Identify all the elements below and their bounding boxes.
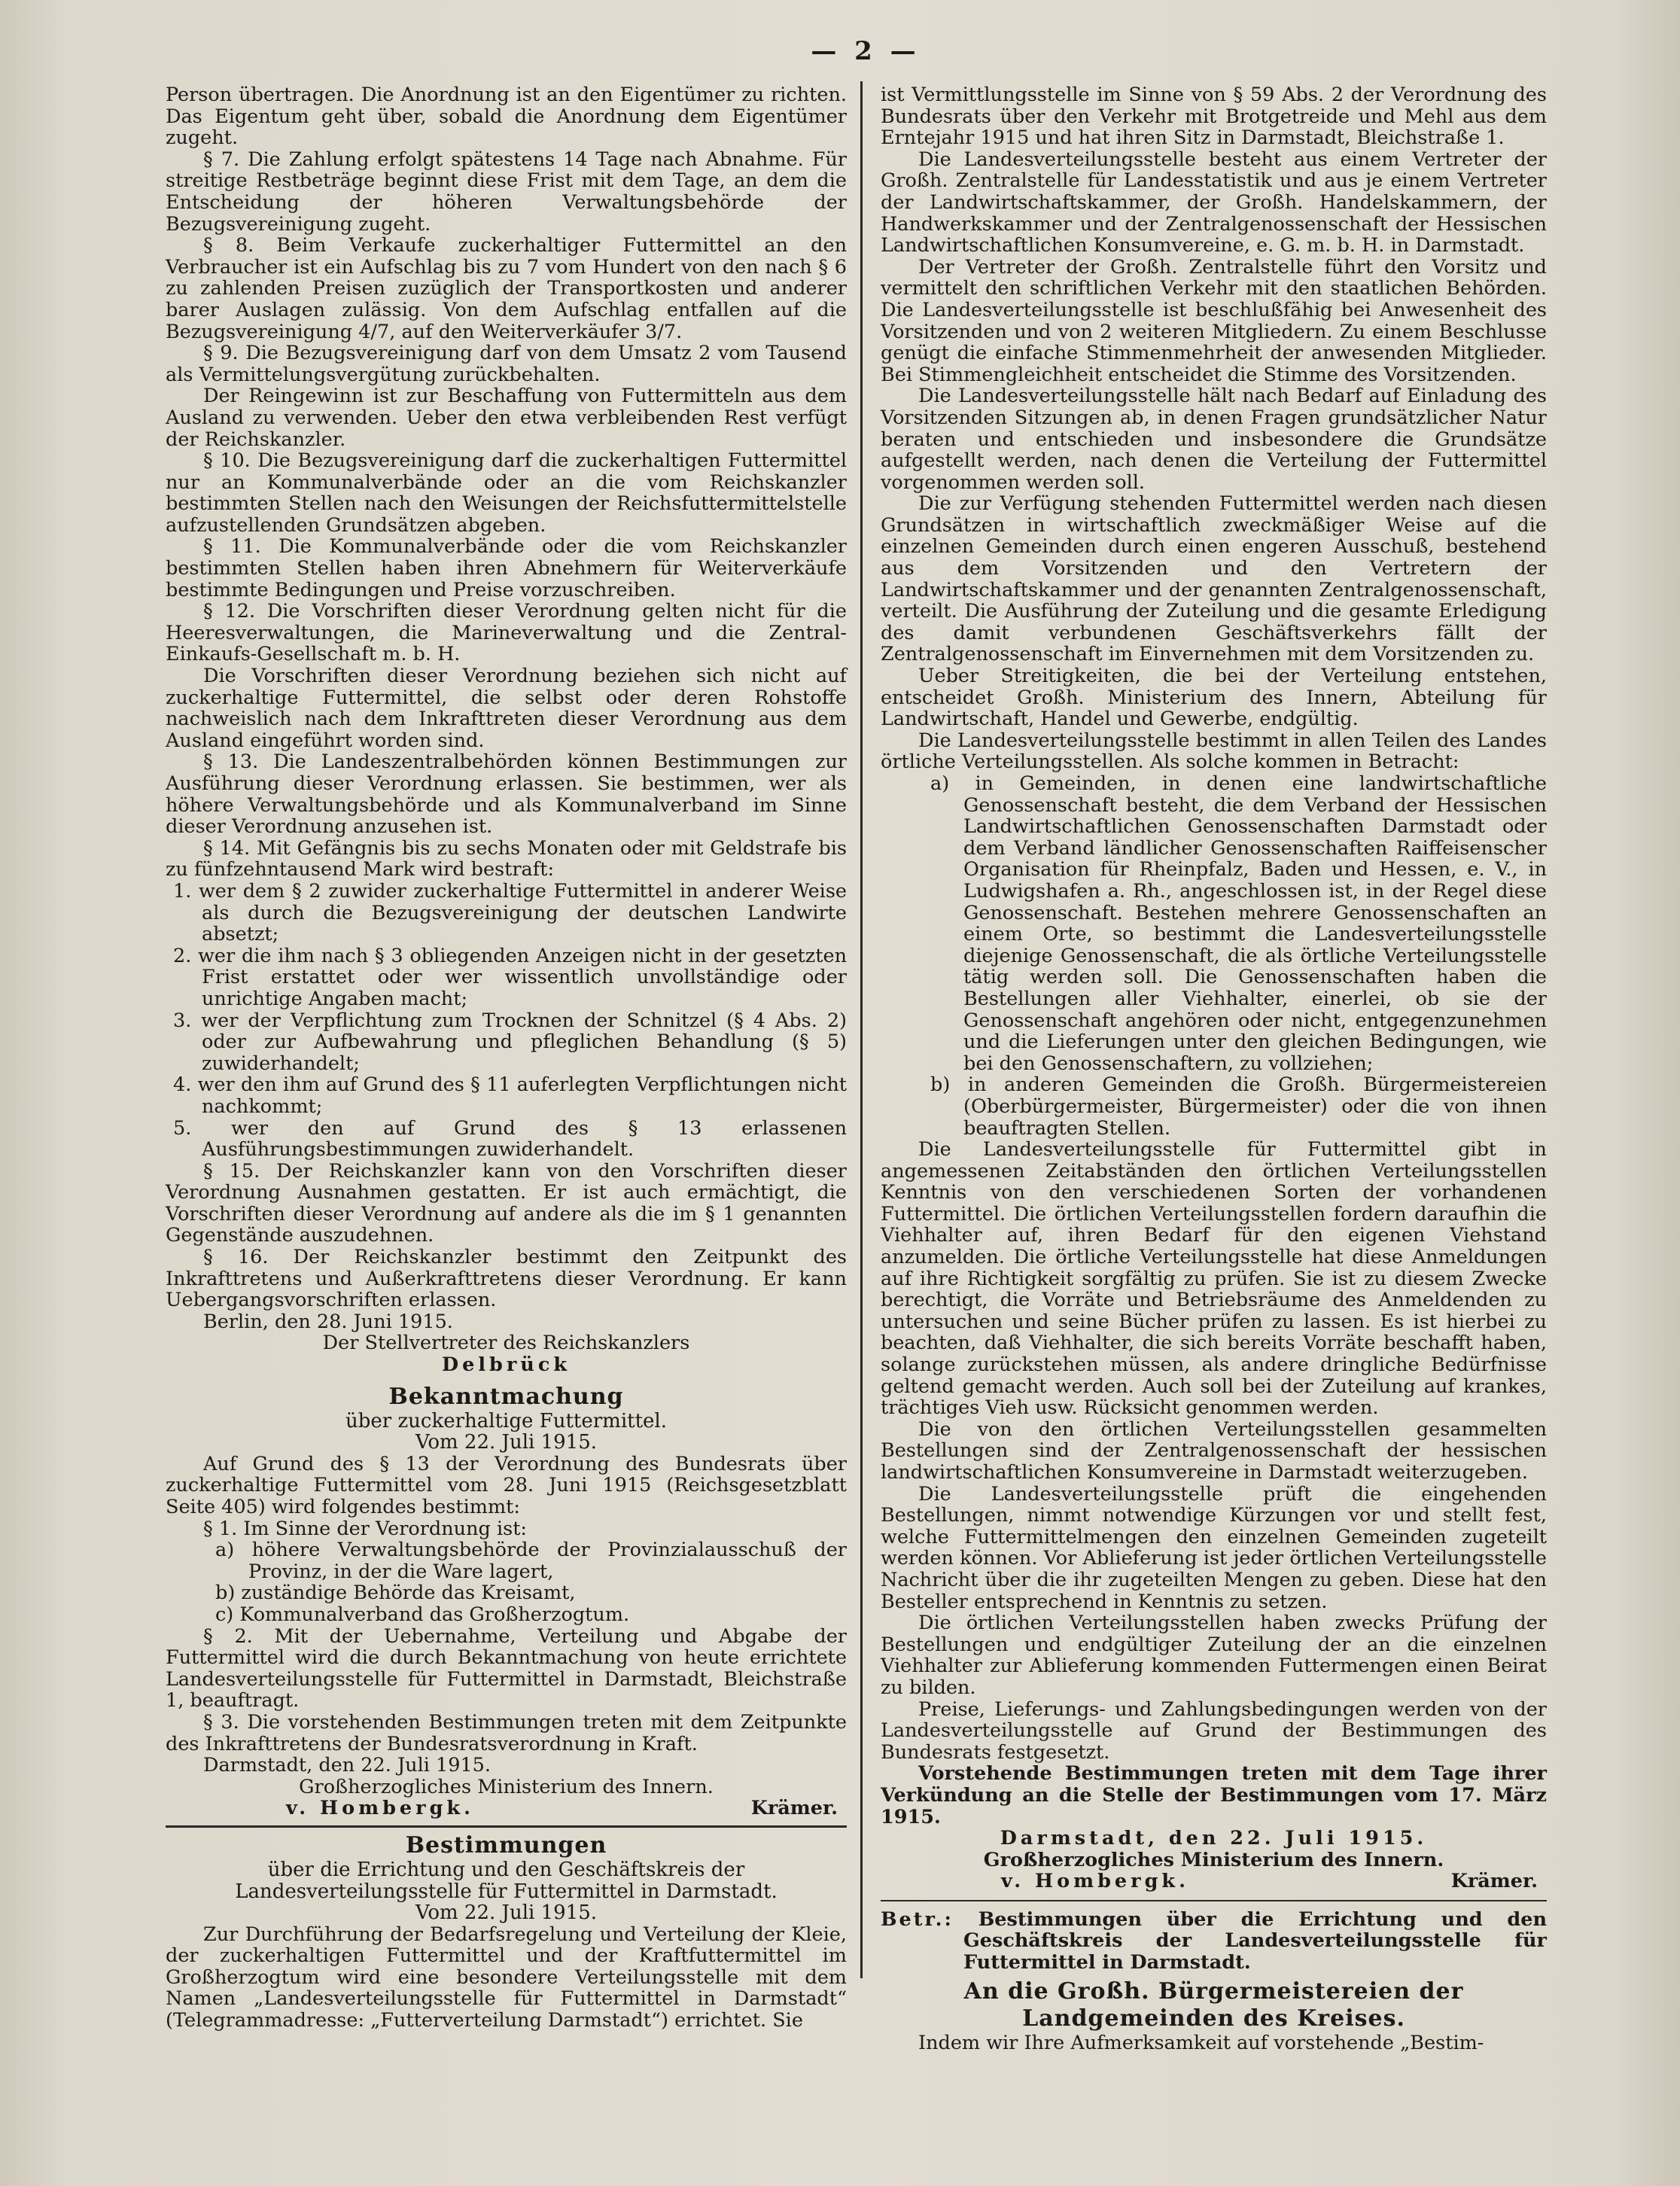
paragraph-section-9: § 9. Die Bezugsvereinigung darf von dem Umsatz 2 vom Tausend als Vermittelungsvergütung zurückbehalten. (166, 342, 847, 386)
list-item: a) höhere Verwaltungsbehörde der Provinzialausschuß der Provinz, in der die Ware lagert, (215, 1539, 847, 1583)
section-divider (166, 1825, 847, 1828)
list-item: 4. wer den ihm auf Grund des § 11 auferlegten Verpflichtungen nicht nachkommt; (173, 1073, 847, 1118)
list-item: 2. wer die ihm nach § 3 obliegenden Anzeigen nicht in der gesetzten Frist erstattet oder wer wissentlich unvollständige oder unrichtige Angaben macht; (173, 944, 847, 1010)
paragraph: Der Vertreter der Großh. Zentralstelle führt den Vorsitz und vermittelt den schriftlichen Verkehr mit den staatlichen Behörden. Die Landesverteilungsstelle ist beschlußfähig bei Anwesenheit des Vorsitzenden und von 2 weiteren Mitgliedern. Zu einem Beschlusse genügt die einfache Stimmenmehrheit der anwesenden Mitglieder. Bei Stimmengleichheit entscheidet die Stimme des Vorsitzenden. (881, 255, 1547, 386)
paragraph-section-13: § 13. Die Landeszentralbehörden können Bestimmungen zur Ausführung dieser Verordnung erlassen. Sie bestimmen, wer als höhere Verwaltungsbehörde und als Kommunalverband im Sinne dieser Verordnung anzusehen ist. (166, 750, 847, 839)
paragraph-section-10: § 10. Die Bezugsvereinigung darf die zuckerhaltigen Futtermittel nur an Kommunalverbände oder an die vom Reichskanzler bestimmten Stellen nach den Weisungen der Reichsfuttermittelstelle aufzustellenden Grundsätzen abgeben. (166, 449, 847, 537)
notice-subtitle: über zuckerhaltige Futtermittel. (345, 1409, 667, 1432)
paragraph-section-8: § 8. Beim Verkaufe zuckerhaltiger Futtermittel an den Verbraucher ist ein Aufschlag bis zu 7 vom Hundert von den nach § 6 zu zahlenden Preisen zuzüglich der Transportkosten und anderer barer Auslagen zulässig. Von dem Aufschlag entfallen auf die Bezugsvereinigung 4/7, auf den Weiterverkäufer 3/7. (166, 234, 847, 343)
subject-line (881, 1909, 1547, 1974)
paragraph-section-2: § 2. Mit der Uebernahme, Verteilung und Abgabe der Futtermittel wird die durch Bekanntmachung von heute errichtete Landesverteilungsstelle für Futtermittel in Darmstadt, Bleichstraße 1, beauftragt. (166, 1624, 847, 1713)
paragraph: Die örtlichen Verteilungsstellen haben zwecks Prüfung der Bestellungen und endgültiger Zuteilung der an die einzelnen Viehhalter zur Ablieferung kommenden Futtermengen einen Beirat zu bilden. (881, 1612, 1547, 1699)
page-number: — 2 — (811, 36, 921, 66)
paragraph: Die Landesverteilungsstelle für Futtermittel gibt in angemessenen Zeitabständen den örtlichen Verteilungsstellen Kenntnis von den verschiedenen Sorten der vorhandenen Futtermittel. Die örtlichen Verteilungsstellen fordern daraufhin die Viehhalter auf, ihren Bedarf für den eigenen Viehstand anzumelden. Die örtliche Verteilungsstelle hat diese Anmeldungen auf ihre Richtigkeit sorgfältig zu prüfen. Sie ist zu diesem Zwecke berechtigt, die Vorräte und Betriebsräume des Anmeldenden zu untersuchen und seine Bücher prüfen zu lassen. Es ist hierbei zu beachten, daß Viehhalter, die sich bereits Vorräte beschafft haben, solange zurückstehen müssen, als andere dringliche Bedürfnisse geltend gemacht werden. Auch soll bei der Zuteilung auf krankes, trächtiges Vieh usw. Rücksicht genommen werden. (881, 1138, 1547, 1420)
paragraph-section-7: § 7. Die Zahlung erfolgt spätestens 14 Tage nach Abnahme. Für streitige Restbeträge beginnt diese Frist mit dem Tage, an dem die Entscheidung der höheren Verwaltungsbehörde der Bezugsvereinigung zugeht. (166, 148, 847, 236)
ministry-name: Großherzogliches Ministerium des Innern. (299, 1775, 714, 1798)
paragraph-section-14: § 14. Mit Gefängnis bis zu sechs Monaten oder mit Geldstrafe bis zu fünfzehntausend Mark wird bestraft: (166, 836, 847, 881)
notice-date: Vom 22. Juli 1915. (415, 1431, 598, 1454)
place-date: Darmstadt, den 22. Juli 1915. (1000, 1827, 1428, 1850)
signatory-name: Delbrück (441, 1353, 571, 1377)
paragraph: Der Reingewinn ist zur Beschaffung von Futtermitteln aus dem Ausland zu verwenden. Ueber den etwa verbleibenden Rest verfügt der Reichskanzler. (166, 385, 847, 451)
paragraph: ist Vermittlungsstelle im Sinne von § 59 Abs. 2 der Verordnung des Bundesrats über den Verkehr mit Brotgetreide und Mehl aus dem Erntejahr 1915 und hat ihren Sitz in Darmstadt, Bleichstraße 1. (881, 84, 1547, 150)
addressee: An die Großh. Bürgermeistereien der Landgemeinden des Kreises. (963, 1977, 1464, 2032)
paragraph: Die Landesverteilungsstelle bestimmt in allen Teilen des Landes örtliche Verteilungsstellen. Als solche kommen in Betracht: (881, 729, 1547, 774)
regulations-date: Vom 22. Juli 1915. (415, 1901, 598, 1925)
paragraph-section-12: § 12. Die Vorschriften dieser Verordnung gelten nicht für die Heeresverwaltungen, die Marineverwaltung und die Zentral-Einkaufs-Gesellschaft m. b. H. (166, 600, 847, 666)
notice-title: Bekanntmachung (388, 1383, 624, 1410)
column-divider (860, 81, 863, 1978)
paragraph: Zur Durchführung der Bedarfsregelung und Verteilung der Kleie, der zuckerhaltigen Futtermittel und der Kraftfuttermittel im Großherzogtum wird eine besondere Verteilungsstelle mit dem Namen „Landesverteilungsstelle für Futtermittel in Darmstadt“ (Telegrammadresse: „Futterverteilung Darmstadt“) errichtet. Sie (166, 1923, 847, 2032)
signature-left: v. Hombergk. (1001, 1870, 1189, 1893)
section-divider (881, 1900, 1547, 1901)
list-item: a) in Gemeinden, in denen eine landwirtschaftliche Genossenschaft besteht, die dem Verband der Hessischen Landwirtschaftlichen Genossenschaften Darmstadt oder dem Verband ländlicher Genossenschaften Raiffeisenscher Organisation für Rheinpfalz, Baden und Hessen, e. V., in Ludwigshafen a. Rh., angeschlossen ist, in der Regel diese Genossenschaft. Bestehen mehrere Genossenschaften an einem Orte, so bestimmt die Landesverteilungsstelle diejenige Genossenschaft, die als örtliche Verteilungsstelle tätig werden soll. Die Genossenschaften haben die Bestellungen aller Viehhalter, einerlei, ob sie der Genossenschaft angehören oder nicht, entgegenzunehmen und die Lieferungen unter den gleichen Bedingungen, wie bei den Genossenschaftern, zu vollziehen; (930, 772, 1547, 1075)
paragraph: Die Vorschriften dieser Verordnung beziehen sich nicht auf zuckerhaltige Futtermittel, die selbst oder deren Rohstoffe nachweislich nach dem Inkrafttreten dieser Verordnung aus dem Ausland eingeführt worden sind. (166, 665, 847, 752)
paragraph: Ueber Streitigkeiten, die bei der Verteilung entstehen, entscheidet Großh. Ministerium des Innern, Abteilung für Landwirtschaft, Handel und Gewerbe, endgültig. (881, 665, 1547, 731)
paragraph: Auf Grund des § 13 der Verordnung des Bundesrats über zuckerhaltige Futtermittel vom 28. Juni 1915 (Reichsgesetzblatt Seite 405) wird folgendes bestimmt: (166, 1452, 847, 1518)
paragraph: Person übertragen. Die Anordnung ist an den Eigentümer zu richten. Das Eigentum geht über, sobald die Anordnung dem Eigentümer zugeht. (166, 84, 847, 150)
list-item: c) Kommunalverband das Großherzogtum. (215, 1603, 630, 1626)
subject-label: Betr.: (881, 1907, 954, 1931)
list-item: 5. wer den auf Grund des § 13 erlassenen Ausführungsbestimmungen zuwiderhandelt. (173, 1116, 847, 1162)
paragraph: Die Landesverteilungsstelle hält nach Bedarf auf Einladung des Vorsitzenden Sitzungen ab, in denen Fragen grundsätzlicher Natur beraten und entschieden und insbesondere die Grundsätze aufgestellt werden, nach denen die Verteilung der Futtermittel vorgenommen werden soll. (881, 385, 1547, 494)
list-item: 3. wer der Verpflichtung zum Trocknen der Schnitzel (§ 4 Abs. 2) oder zur Aufbewahrung und pfleglichen Behandlung (§ 5) zuwiderhandelt; (173, 1009, 847, 1075)
paragraph: Preise, Lieferungs- und Zahlungsbedingungen werden von der Landesverteilungsstelle auf Grund der Bestimmungen des Bundesrats festgesetzt. (881, 1697, 1547, 1764)
left-column (166, 84, 847, 2032)
regulations-title: Bestimmungen (405, 1831, 607, 1859)
paragraph-section-16: § 16. Der Reichskanzler bestimmt den Zeitpunkt des Inkrafttretens und Außerkrafttretens dieser Verordnung. Er kann Uebergangsvorschriften erlassen. (166, 1246, 847, 1312)
place-date: Darmstadt, den 22. Juli 1915. (203, 1754, 492, 1777)
signature-right: Krämer. (1450, 1870, 1538, 1893)
place-date: Berlin, den 28. Juni 1915. (203, 1310, 453, 1333)
subject-text: Bestimmungen über die Errichtung und den Geschäftskreis der Landesverteilungsstelle für Futtermittel in Darmstadt. (963, 1907, 1547, 1974)
paragraph: Die zur Verfügung stehenden Futtermittel werden nach diesen Grundsätzen in wirtschaftlich zweckmäßiger Weise auf die einzelnen Gemeinden durch einen engeren Ausschuß, bestehend aus dem Vorsitzenden und den Vertretern der Landwirtschaftskammer und der genannten Zentralgenossenschaft, verteilt. Die Ausführung der Zuteilung und die gesamte Erledigung des damit verbundenen Geschäftsverkehrs fällt der Zentralgenossenschaft im Einvernehmen mit dem Vorsitzenden zu. (881, 492, 1547, 666)
paragraph-section-3: § 3. Die vorstehenden Bestimmungen treten mit dem Zeitpunkte des Inkrafttretens der Bundesratsverordnung in Kraft. (166, 1710, 847, 1755)
signature-row (286, 1798, 838, 1819)
ministry-name: Großherzogliches Ministerium des Innern. (983, 1848, 1444, 1871)
paragraph: Vorstehende Bestimmungen treten mit dem Tage ihrer Verkündung an die Stelle der Bestimmungen vom 17. März 1915. (881, 1762, 1547, 1828)
signatory-title: Der Stellvertreter des Reichskanzlers (322, 1332, 690, 1355)
paragraph: Die Landesverteilungsstelle prüft die eingehenden Bestellungen, nimmt notwendige Kürzungen vor und stellt fest, welche Futtermittelmengen den einzelnen Gemeinden zugeteilt werden können. Vor Ablieferung ist jeder örtlichen Verteilungsstelle Nachricht über die ihr zugeteilten Mengen zu geben. Diese hat den Besteller entsprechend in Kenntnis zu setzen. (881, 1482, 1547, 1613)
signature-left: v. Hombergk. (286, 1797, 474, 1820)
paragraph: Die Landesverteilungsstelle besteht aus einem Vertreter der Großh. Zentralstelle für Landesstatistik und aus je einem Vertreter der Landwirtschaftskammer, der Großh. Handelskammern, der Handwerkskammer und der Zentralgenossenschaft der Hessischen Landwirtschaftlichen Konsumvereine, e. G. m. b. H. in Darmstadt. (881, 148, 1547, 257)
right-column (881, 84, 1547, 2054)
signature-right: Krämer. (750, 1797, 838, 1820)
paragraph: Indem wir Ihre Aufmerksamkeit auf vorstehende „Bestim- (918, 2031, 1484, 2054)
signature-row (1001, 1871, 1538, 1892)
list-item: 1. wer dem § 2 zuwider zuckerhaltige Futtermittel in anderer Weise als durch die Bezugsvereinigung der deutschen Landwirte absetzt; (173, 879, 847, 946)
paragraph: Die von den örtlichen Verteilungsstellen gesammelten Bestellungen sind der Zentralgenossenschaft der hessischen landwirtschaftlichen Konsumvereine in Darmstadt weiterzugeben. (881, 1417, 1547, 1484)
list-item: b) in anderen Gemeinden die Großh. Bürgermeistereien (Oberbürgermeister, Bürgermeister) oder die von ihnen beauftragten Stellen. (930, 1073, 1547, 1140)
list-item: b) zuständige Behörde das Kreisamt, (215, 1582, 576, 1605)
paragraph-section-11: § 11. Die Kommunalverbände oder die vom Reichskanzler bestimmten Stellen haben ihren Abnehmern für Weiterverkäufe bestimmte Bedingungen und Preise vorzuschreiben. (166, 535, 847, 601)
paragraph-section-1: § 1. Im Sinne der Verordnung ist: (203, 1517, 528, 1540)
regulations-subtitle: über die Errichtung und den Geschäftskreis der Landesverteilungsstelle für Futtermittel in Darmstadt. (235, 1858, 778, 1903)
paragraph-section-15: § 15. Der Reichskanzler kann von den Vorschriften dieser Verordnung Ausnahmen gestatten. Er ist auch ermächtigt, die Vorschriften dieser Verordnung auf andere als die im § 1 genannten Gegenstände auszudehnen. (166, 1159, 847, 1247)
